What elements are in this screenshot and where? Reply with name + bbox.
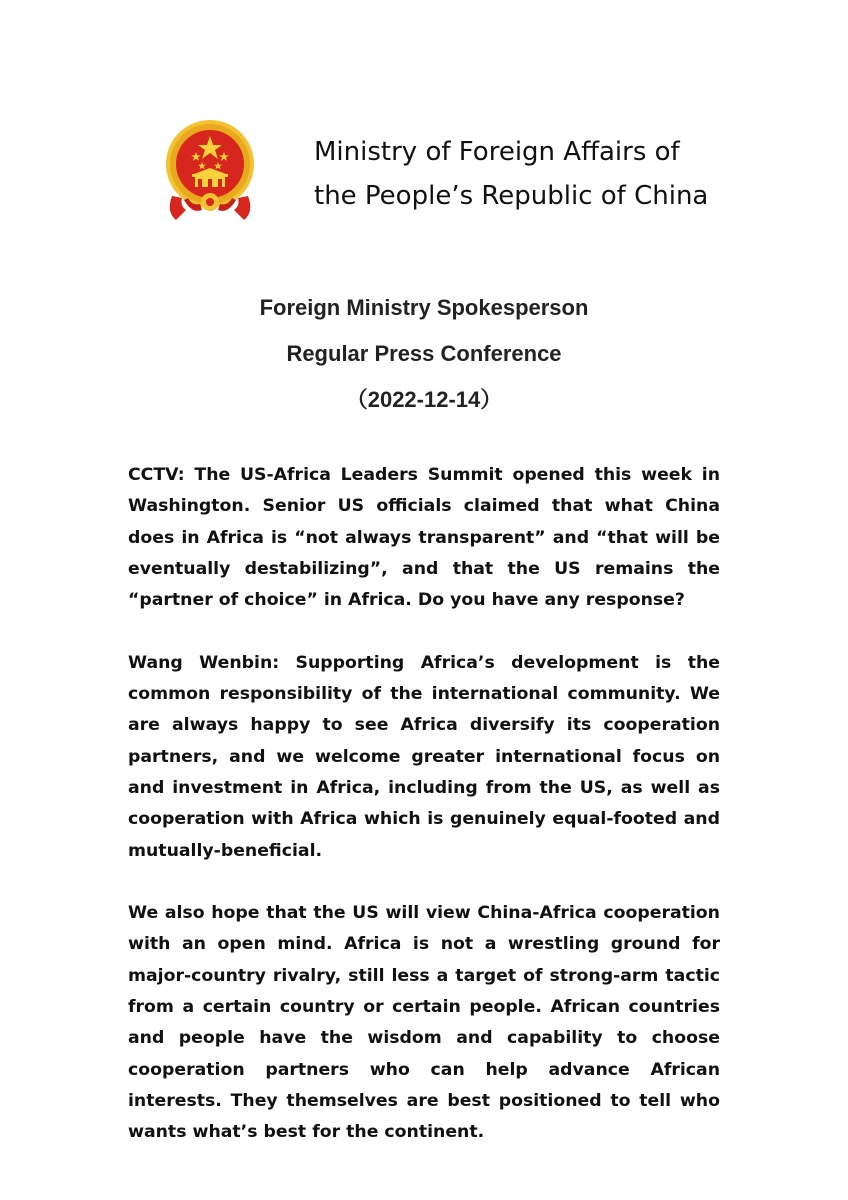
ministry-title bbox=[314, 130, 784, 218]
ministry-title-line1: Ministry of Foreign Affairs of bbox=[314, 137, 680, 167]
ministry-title-line2: the People’s Republic of China bbox=[314, 181, 709, 211]
national-emblem-icon bbox=[162, 118, 258, 222]
paragraph-answer-1: Wang Wenbin: Supporting Africa’s development is the common responsibility of the international community. We are always happy to see Africa diversify its cooperation partners, and we welcome greater international focus on and investment in Africa, including from the US, as well as cooperation with Africa which is genuinely equal-footed and mutually-beneficial. bbox=[128, 652, 720, 861]
paragraph-answer-2: We also hope that the US will view China-Africa cooperation with an open mind. Africa is not a wrestling ground for major-country rivalry, still less a target of strong-arm tactic from a certain country or certain people. African countries and people have the wisdom and capability to choose cooperation partners who can help advance African interests. They themselves are best positioned to tell who wants what’s best for the continent. bbox=[128, 903, 720, 1143]
conference-heading-line2: Regular Press Conference bbox=[286, 341, 562, 366]
paragraph-question: CCTV: The US-Africa Leaders Summit opened this week in Washington. Senior US officials claimed that what China does in Africa is “not always transparent” and “that will be eventually destabilizing”, and that the US remains the “partner of choice” in Africa. Do you have any response? bbox=[128, 465, 720, 611]
conference-heading-line1: Foreign Ministry Spokesperson bbox=[259, 295, 589, 320]
transcript-body bbox=[128, 460, 720, 1149]
conference-heading bbox=[0, 285, 848, 423]
conference-date: （2022-12-14） bbox=[345, 387, 503, 412]
